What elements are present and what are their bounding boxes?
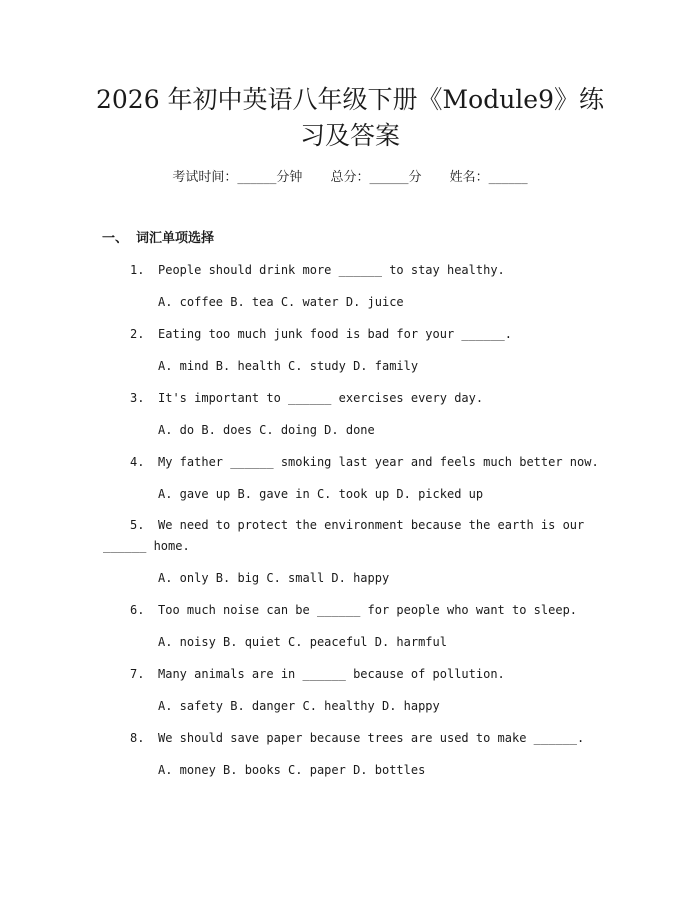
question-text: People should drink more ______ to stay healthy. — [158, 263, 505, 277]
document-title-line-1: 2026 年初中英语八年级下册《Module9》练 — [95, 85, 605, 114]
section-title: 词汇单项选择 — [136, 231, 215, 246]
question-text: Many animals are in ______ because of pollution. — [158, 667, 505, 681]
question-text: We should save paper because trees are used to make ______. — [158, 731, 585, 745]
question-number: 2. — [130, 327, 145, 341]
question-options: A. do B. does C. doing D. done — [158, 423, 375, 437]
question-text: Too much noise can be ______ for people who want to sleep. — [158, 603, 578, 617]
question-number: 5. — [130, 518, 145, 532]
question-options: A. only B. big C. small D. happy — [158, 571, 390, 585]
section-number: 一、 — [102, 231, 129, 246]
question-item — [130, 260, 505, 280]
question-text: We need to protect the environment because the earth is our — [158, 518, 585, 532]
exam-time: 考试时间：______分钟 — [172, 170, 303, 185]
question-item — [130, 600, 577, 620]
document-title-line-2: 习及答案 — [299, 121, 400, 150]
question-number: 7. — [130, 667, 145, 681]
question-options: A. noisy B. quiet C. peaceful D. harmful — [158, 635, 447, 649]
total-score: 总分：______分 — [330, 170, 422, 185]
question-number: 4. — [130, 455, 145, 469]
question-item — [130, 324, 512, 344]
section-heading — [102, 229, 214, 249]
question-options: A. coffee B. tea C. water D. juice — [158, 295, 404, 309]
question-number: 6. — [130, 603, 145, 617]
question-number: 1. — [130, 263, 145, 277]
question-item — [130, 664, 505, 684]
question-item — [130, 388, 483, 408]
question-item — [130, 515, 584, 535]
exam-info — [0, 168, 700, 188]
student-name: 姓名：______ — [449, 170, 528, 185]
question-item — [130, 452, 599, 472]
question-options: A. gave up B. gave in C. took up D. picked up — [158, 487, 484, 501]
question-text: Eating too much junk food is bad for your ______. — [158, 327, 513, 341]
question-options: A. money B. books C. paper D. bottles — [158, 763, 426, 777]
question-options: A. mind B. health C. study D. family — [158, 359, 419, 373]
question-options: A. safety B. danger C. healthy D. happy — [158, 699, 440, 713]
question-text: It's important to ______ exercises every day. — [158, 391, 484, 405]
question-item — [130, 728, 584, 748]
question-number: 8. — [130, 731, 145, 745]
question-text: My father ______ smoking last year and feels much better now. — [158, 455, 599, 469]
question-number: 3. — [130, 391, 145, 405]
question-text-continued: ______ home. — [103, 539, 190, 553]
